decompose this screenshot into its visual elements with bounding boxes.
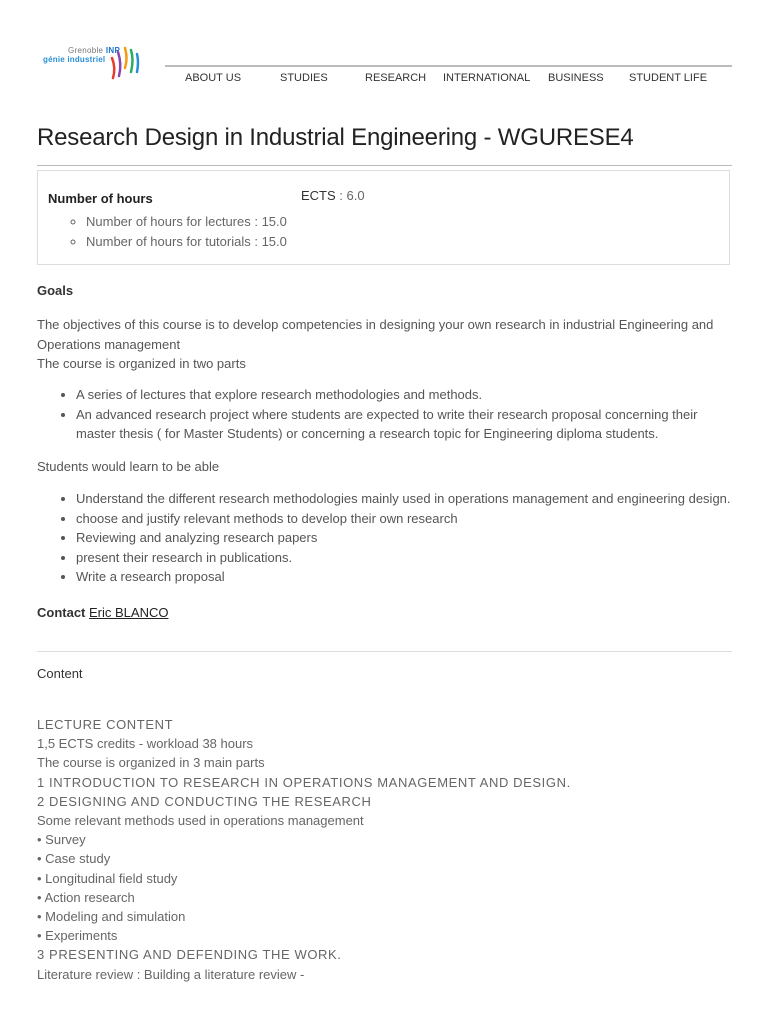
course-parts-list [76, 385, 736, 444]
list-item: The course is organized in 3 main parts [37, 755, 265, 771]
hours-list [86, 212, 287, 251]
list-item: Literature review : Building a literature review - [37, 966, 305, 982]
list-item: ◦ Number of hours for lectures : 15.0 [86, 212, 287, 232]
nav-research[interactable]: RESEARCH [365, 72, 427, 84]
list-item: LECTURE CONTENT [37, 717, 174, 732]
school-logo[interactable] [40, 38, 144, 82]
logo-text-city: Grenoble INP [68, 46, 121, 55]
logo-text-school: génie industriel [43, 55, 106, 64]
section-divider [37, 651, 732, 652]
contact-label: Contact [37, 605, 86, 620]
learn-intro: Students would learn to be able [37, 459, 220, 474]
list-item: • Longitudinal field study [37, 870, 178, 886]
list-item: • Modeling and simulation [37, 909, 186, 925]
nav-about-us[interactable]: ABOUT US [185, 72, 242, 84]
contact-link[interactable]: Eric BLANCO [89, 605, 169, 620]
logo-stripes-icon [108, 38, 142, 82]
list-item: 1 INTRODUCTION TO RESEARCH IN OPERATIONS MANAGEMENT AND DESIGN. [37, 774, 571, 790]
content-heading: Content [37, 666, 83, 681]
list-item: ◦ Number of hours for tutorials : 15.0 [86, 232, 287, 252]
nav-business[interactable]: BUSINESS [548, 72, 604, 84]
nav-student-life[interactable]: STUDENT LIFE [629, 72, 708, 84]
list-item: • Case study [37, 851, 111, 867]
list-item: • Experiments [37, 928, 118, 944]
nav-top-rule [165, 65, 732, 67]
list-item: • present their research in publications. [76, 548, 736, 568]
hours-title: Number of hours [48, 191, 153, 206]
title-divider [37, 165, 732, 166]
list-item: 1,5 ECTS credits - workload 38 hours [37, 736, 254, 752]
nav-studies[interactable]: STUDIES [280, 72, 328, 84]
lecture-content-list [37, 715, 737, 984]
list-item: 3 PRESENTING AND DEFENDING THE WORK. [37, 947, 342, 963]
ects-credits: ECTS : 6.0 [301, 188, 365, 203]
list-item: • A series of lectures that explore research methodologies and methods. [76, 385, 736, 405]
list-item: Some relevant methods used in operations management [37, 813, 364, 829]
goals-heading: Goals [37, 283, 74, 298]
list-item: 2 DESIGNING AND CONDUCTING THE RESEARCH [37, 793, 372, 809]
goals-intro: The objectives of this course is to develop competencies in designing your own research in industrial Engineering and Operations management The course is organized in two parts [37, 317, 714, 371]
hours-panel [37, 170, 730, 265]
list-item: • choose and justify relevant methods to develop their own research [76, 509, 736, 529]
list-item: • Write a research proposal [76, 567, 736, 587]
learning-outcomes-list [76, 489, 736, 587]
list-item: • An advanced research project where students are expected to write their research proposal concerning their master thesis ( for Master Students) or concerning a research topic for Engineering diploma students. [76, 405, 736, 444]
list-item: • Survey [37, 832, 86, 848]
page-title: Research Design in Industrial Engineering - WGURESE4 [37, 124, 634, 151]
list-item: • Understand the different research methodologies mainly used in operations management and engineering design. [76, 489, 736, 509]
contact-line [37, 605, 168, 620]
list-item: • Reviewing and analyzing research papers [76, 528, 736, 548]
nav-international[interactable]: INTERNATIONAL [443, 72, 531, 84]
list-item: • Action research [37, 889, 135, 905]
